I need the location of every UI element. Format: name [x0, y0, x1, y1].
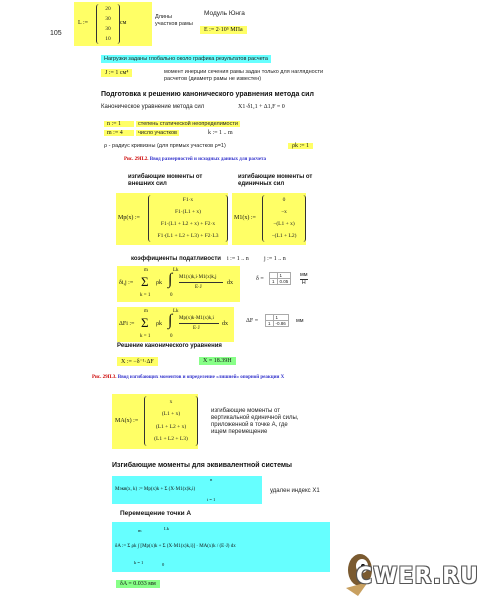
equiv-note: удален индекс X1	[270, 488, 320, 494]
sum-lower-limit: i = 1	[207, 497, 216, 502]
sum-lower-limit: k = 1	[140, 334, 151, 339]
k-range: k := 1 .. m	[208, 130, 233, 136]
m1-matrix	[262, 195, 306, 242]
delta-result-lhs: δ =	[256, 276, 264, 282]
m1-row: −(L1 + L2)	[271, 232, 297, 239]
ma-row: (L1 + L2 + x)	[155, 423, 187, 430]
equiv-formula-box[interactable]	[112, 476, 262, 504]
caption-fig-2-text: Ввод изгибающих моментов и определение «лишней» опорной реакции X	[117, 375, 285, 380]
ma-row: (L1 + L2 + L3)	[154, 436, 188, 443]
sum-upper-limit: m	[138, 528, 142, 533]
rho-factor: ρk	[156, 280, 162, 286]
table-cell: 0.05	[277, 279, 291, 285]
param-n[interactable]: n := 1	[104, 121, 134, 127]
length-value: 20	[105, 5, 111, 12]
lengths-desc: Длины участков рамы	[155, 14, 193, 27]
rho-value[interactable]: ρk := 1	[288, 143, 313, 149]
m1-row: −x	[281, 209, 287, 216]
mp-row: F1·x	[182, 197, 194, 204]
param-m-desc: число участков	[138, 130, 177, 136]
caption-fig-1-text: Ввод размерностей и исходных данных для расчета	[149, 157, 267, 162]
rho-factor: ρk	[156, 321, 162, 327]
canon-label: Каноническое уравнение метода сил	[101, 104, 205, 110]
caption-fig-1-prefix: Рис. 29П.2.	[124, 157, 149, 162]
fraction-numerator: Mp(x)k·M1(x)k,i	[179, 316, 214, 321]
modulus-formula[interactable]: E := 2·10⁵ МПа	[200, 26, 247, 34]
int-upper-limit: Lk	[173, 268, 179, 273]
table-header: 1	[277, 273, 291, 279]
ma-row: (L1 + x)	[161, 411, 181, 418]
j-range: j := 1 .. n	[264, 256, 286, 262]
integral-symbol: ∫	[168, 271, 173, 288]
moments-ext-title: изгибающие моменты от внешних сил	[128, 174, 203, 187]
deltaF-formula-box[interactable]	[117, 307, 234, 342]
sigma-symbol: Σ	[141, 315, 149, 330]
ma-matrix-box[interactable]	[112, 394, 198, 449]
deltaF-result-table[interactable]: 1 1 -0.86	[265, 314, 289, 327]
param-n-desc: степень статической неопределимости	[138, 121, 238, 127]
disp-formula-box[interactable]	[112, 522, 330, 572]
inertia-formula[interactable]: J := 1 см⁴	[101, 69, 132, 77]
unit-bottom: Н	[301, 280, 306, 286]
delta-unit	[300, 272, 308, 287]
heading-prep: Подготовка к решению канонического уравнения метода сил	[101, 91, 314, 98]
unit-top: мм	[300, 272, 308, 278]
length-value: 10	[105, 35, 111, 42]
table-header: 1	[273, 315, 288, 321]
m1-row: 0	[282, 197, 286, 204]
deltaF-result-lhs: ΔF =	[246, 318, 259, 324]
table-cell: -0.86	[273, 321, 288, 327]
dx: dx	[227, 280, 233, 286]
sum-lower-limit: k = 1	[140, 293, 151, 298]
i-range: i := 1 .. n	[227, 256, 249, 262]
equiv-title: Изгибающие моменты для эквивалентной системы	[112, 462, 293, 469]
mp-row: F1·(L1 + L2 + x) + F2·x	[160, 220, 216, 227]
deltaF-unit: мм	[296, 318, 304, 324]
dx: dx	[222, 321, 228, 327]
fraction-denominator: E·J	[193, 326, 200, 331]
int-upper-limit: Lk	[173, 309, 179, 314]
integral-symbol: ∫	[168, 312, 173, 329]
lengths-unit: см	[120, 20, 127, 26]
mp-matrix-box[interactable]	[116, 193, 228, 245]
fraction-line	[179, 323, 219, 324]
int-upper-limit: Lk	[164, 526, 169, 531]
lengths-vector	[96, 4, 120, 44]
fraction-denominator: E·J	[195, 285, 202, 290]
inertia-desc: момент инерции сечения рамы задан только для наглядности расчетов (диаметр рамы не известен)	[164, 69, 324, 82]
m1-label: M1(x) :=	[234, 215, 256, 221]
solve-result: X = 18.39Н	[199, 357, 236, 365]
length-value: 30	[105, 15, 111, 22]
mp-label: Mp(x) :=	[118, 215, 140, 221]
coeffs-title: коэффициенты податливости	[131, 256, 221, 262]
sum-upper-limit: n	[210, 477, 213, 482]
delta-lhs: δi,j :=	[119, 280, 134, 286]
lengths-label: L :=	[78, 20, 88, 26]
m1-matrix-box[interactable]	[232, 193, 306, 245]
modulus-title: Модуль Юнга	[204, 10, 245, 17]
disp-formula: δA := Σ ρk ∫ [Mp(x)k + Σ (X·M1(x)k,i)] · MA(x)k / (E·J) dx	[115, 544, 236, 549]
equiv-formula: Mэкв(x, k) := Mp(x)k + Σ (X·M1(x)k,i)	[115, 487, 196, 492]
ma-desc: изгибающие моменты от вертикальной единичной силы, приложенной в точке А, где ищем перемещение	[211, 408, 299, 435]
sum-upper-limit: m	[144, 309, 148, 314]
caption-fig-2	[92, 375, 284, 380]
m1-row: −(L1 + x)	[273, 220, 295, 227]
delta-result-table[interactable]: 1 1 0.05	[269, 272, 291, 285]
fraction-numerator: M1(x)k,i·M1(x)k,j	[179, 275, 217, 280]
ma-row: x	[169, 398, 173, 405]
sum-upper-limit: m	[144, 268, 148, 273]
lengths-box[interactable]	[74, 2, 152, 46]
deltaF-lhs: ΔFi :=	[119, 321, 135, 327]
moments-unit-title: изгибающие моменты от единичных сил	[238, 174, 313, 187]
watermark	[338, 548, 479, 598]
rho-desc: ρ - радиус кривизны (для прямых участков ρ=1)	[104, 143, 226, 149]
sigma-symbol: Σ	[141, 274, 149, 289]
param-m[interactable]: m := 4	[104, 130, 134, 136]
solve-formula[interactable]: X := −δ⁻¹·ΔF	[117, 357, 158, 366]
ma-matrix	[144, 396, 198, 446]
int-lower-limit: 0	[170, 334, 173, 339]
caption-fig-1	[124, 157, 266, 162]
disp-title: Перемещение точки А	[120, 510, 192, 517]
mp-row: F1·(L1 + L2 + L3) + F2·L3	[157, 232, 219, 239]
mp-row: F1·(L1 + x)	[174, 209, 201, 216]
length-value: 30	[105, 25, 111, 32]
solve-title: Решение канонического уравнения	[117, 343, 222, 349]
watermark-text: CWER.RU	[356, 564, 479, 589]
disp-result: δA = 0.033 мм	[116, 580, 160, 588]
canon-formula: X1·δ1,1 + Δ1,F = 0	[238, 104, 285, 110]
delta-formula-box[interactable]	[117, 266, 240, 302]
int-lower-limit: 0	[170, 293, 173, 298]
int-lower-limit: 0	[162, 562, 165, 567]
ma-label: MA(x) :=	[115, 418, 139, 424]
mp-matrix	[148, 195, 228, 242]
fraction-line	[179, 282, 223, 283]
sum-lower-limit: k = 1	[134, 560, 144, 565]
page-number: 105	[50, 30, 62, 37]
loads-note: Нагрузки заданы глобально около графика результатов расчета	[101, 55, 271, 63]
caption-fig-2-prefix: Рис. 29П.3.	[92, 375, 117, 380]
